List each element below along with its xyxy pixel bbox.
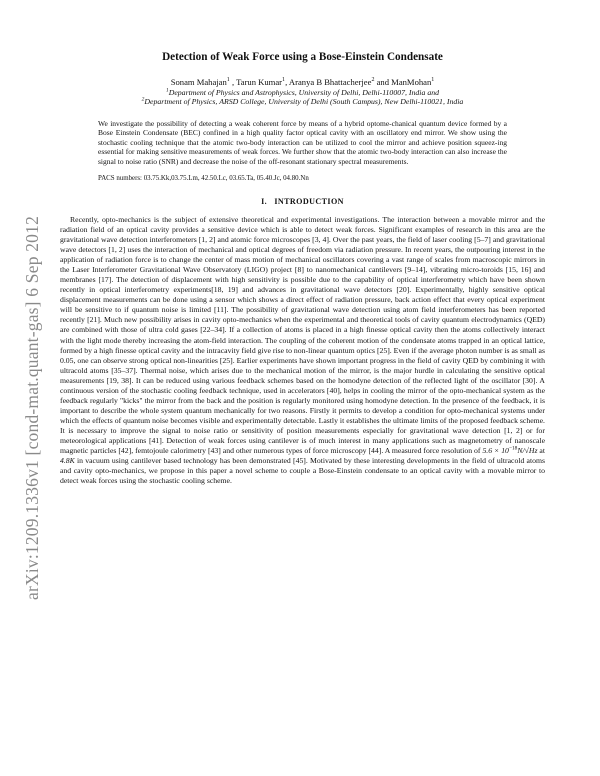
intro-text-3: in vacuum using cantilever based technology has been demonstrated [45]. Motivated by these interesting developments in the field of ultracold atoms and cavity opto-mechanics, we propose in this paper a novel scheme to couple a Bose-Einstein condensate to an optical cavity with a movable mirror to detect weak forces using the stochastic cooling scheme.: [60, 456, 545, 486]
author-3: , Aranya B Bhattacherjee: [285, 77, 372, 87]
arxiv-identifier: arXiv:1209.1336v1 [cond-mat.quant-gas] 6 Sep 2012: [22, 215, 42, 600]
author-2-affil-mark: 1: [282, 77, 286, 84]
author-1: Sonam Mahajan: [170, 77, 227, 87]
author-4: and ManMohan: [374, 77, 432, 87]
author-4-affil-mark: 1: [431, 77, 435, 84]
intro-text-2: at: [537, 446, 545, 456]
author-3-affil-mark: 2: [371, 77, 375, 84]
author-list: [60, 77, 545, 88]
section-heading: [60, 197, 545, 207]
affiliation-2-mark: 2: [141, 96, 145, 103]
affiliation-1-text: Department of Physics and Astrophysics, University of Delhi, Delhi-110007, India and: [168, 87, 440, 97]
intro-text-1: Recently, opto-mechanics is the subject of extensive theoretical and experimental investigations. The interaction between a movable mirror and the radiation field of an optical cavity provides a sensitive device which is able to detect weak forces. Significant examples of research in this area are the gravitational wave detection interferometers [1, 2] and atomic force microscopes [3, 4]. Over the past years, the field of laser cooling [5–7] and gravitational wave detectors [1, 2] uses the interaction of mechanical and optical degrees of freedom via radiation pressure. In recent years, the outpouring interest in the application of radiation force is to change the center of mass motion of mechanical oscillators covering a vast range of scales from macroscopic mirrors in the Laser Interferometer Gravitational Wave Observatory (LIGO) project [8] to nanomechanical cantilevers [9–14], vibrating micro-toroids [15, 16] and membranes [17]. The detection of displacement with high sensitivity is possible due to the capability of optical interferometry which have been shown recently in optical interferometry experiments[18, 19] and advances in gravitational wave detectors [20]. Experimentally, highly sensitive optical displacement measurements can be done using a sensor which shows a direct effect of radiation pressure, back action effect that every optical experiment will be sensitive to if quantum noise is limited [11]. The possibility of gravitational wave detection using atom field interferometers has been reported recently [21]. Much new possibility arises in cavity opto-mechanics when the experimental and theoretical tools of cavity quantum electrodynamics (QED) are combined with those of ultra cold gases [22–34]. If a collection of atoms is placed in a high finesse optical cavity then the atoms collectively interact with the light mode thereby increasing the atom-field interaction. The coupling of the coherent motion of the condensate atoms trapped in an optical lattice, formed by a high finesse optical cavity and the intracavity field give rise to non-linear quantum optics [25]. Even if the average photon number is as small as 0.05, one can observe strong optical non-linearities [25]. Earlier experiments have shown important progress in the field of cavity QED by combining it with ultracold atoms [35–37]. Thermal noise, which arises due to the mechanical motion of the mirror, is the major hurdle in calculating the sensitive optical measurements [19, 38]. It can be reduced using various feedback schemes based on the homodyne detection of the reflected light of the oscillator [30]. A continuous version of the stochastic cooling feedback technique, used in accelerators [40], helps in cooling the mirror of the opto-mechanical system as the feedback regularly "kicks" the mirror from the back and the position is regularly monitored using homodyne detection. In the presence of the feedback, it is important to describe the whole system quantum mechanically for two reasons. Firstly it permits to develop a condition for opto-mechanical systems under which the effects of quantum noise becomes visible and experimentally detectable. Lastly it establishes the ultimate limits of the proposed feedback scheme. It is necessary to improve the signal to noise ratio or sensitivity of position measurements especially for gravitational wave detection [1, 2] or for meteorological applications [41]. Detection of weak forces using cantilever is of much interest in many applications such as magnetometry of nanoscale magnetic particles [42], femtojoule calorimetry [43] and other numerous types of force microscopy [44]. A measured force resolution of: [60, 214, 545, 456]
affiliation-2: [60, 97, 545, 107]
paper-page: [60, 50, 545, 486]
abstract: We investigate the possibility of detecting a weak coherent force by means of a hybrid optome-chanical quantum device formed by a Bose Einstein Condensate (BEC) confined in a high quality factor optical cavity with an oscillatory end mirror. We show using the stochastic cooling technique that the atomic two-body interaction can be utilized to cool the mirror and achieve position squeez-ing essential for making sensitive measurements of weak forces. We further show that the atomic two-body interaction can also increase the signal to noise ratio (SNR) and decrease the noise of the off-resonant stationary spectral measurements.: [98, 118, 507, 166]
author-2: , Tarun Kumar: [229, 77, 283, 87]
paper-title: Detection of Weak Force using a Bose-Einstein Condensate: [162, 51, 443, 63]
force-resolution-exponent: −18: [508, 445, 518, 452]
affiliation-1: [60, 88, 545, 98]
affiliation-1-mark: 1: [165, 86, 169, 93]
section-title: INTRODUCTION: [274, 196, 344, 206]
affiliation-2-text: Department of Physics, ARSD College, University of Delhi (South Campus), New Delhi-110021, India: [144, 97, 464, 107]
force-resolution-unit: N/√Hz: [517, 446, 538, 456]
pacs-numbers: PACS numbers: 03.75.Kk,03.75.Lm, 42.50.Lc, 03.65.Ta, 05.40.Jc, 04.80.Nn: [98, 174, 309, 182]
force-resolution-value: 5.6 × 10: [482, 446, 509, 456]
section-number: I.: [261, 196, 268, 206]
author-1-affil-mark: 1: [226, 77, 230, 84]
introduction-paragraph: [60, 215, 545, 486]
temperature-value: 4.8K: [60, 456, 75, 466]
arxiv-sidebar: [6, 0, 42, 776]
